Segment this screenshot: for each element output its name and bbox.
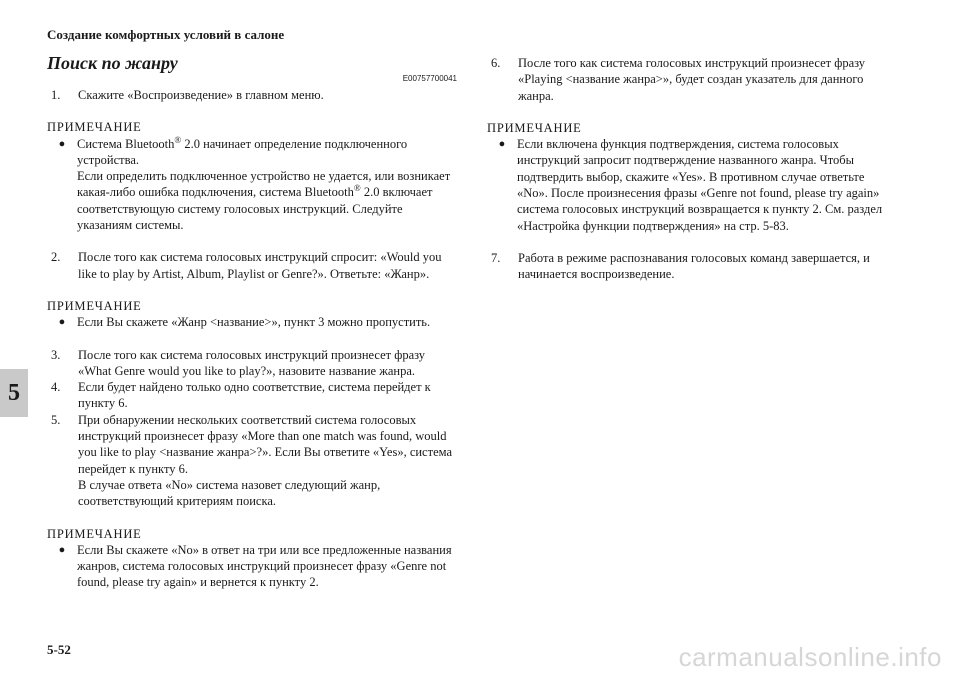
step-text: После того как система голосовых инструкций спросит: «Would you like to play by Artist, Album, Playlist or Genre?». Ответьте: «Жанр». <box>78 250 442 281</box>
step-1 <box>47 87 457 103</box>
note-text: Система Bluetooth® 2.0 начинает определение подключенного устройства. Если определить подключенное устройство не удается, или возникает какая-либо ошибка подключения, система Bluetooth® 2.0 включает соответствующую систему голосовых инструкций. Следуйте указаниям системы. <box>77 134 451 233</box>
step-text: После того как система голосовых инструкций произнесет фразу «What Genre would you like to play?», назовите название жанра. <box>78 347 426 378</box>
document-code: E00757700041 <box>402 74 457 83</box>
step-number: 6. <box>491 56 501 70</box>
bullet-icon: ● <box>58 316 66 329</box>
step-number: 3. <box>51 347 61 362</box>
note-text: Если Вы скажете «Жанр <название>», пункт 3 можно пропустить. <box>77 315 431 330</box>
step-text: Скажите «Воспроизведение» в главном меню. <box>78 88 324 102</box>
running-header: Создание комфортных условий в салоне <box>47 27 285 42</box>
bullet-icon: ● <box>498 138 506 151</box>
step-6 <box>487 55 897 104</box>
note-heading: ПРИМЕЧАНИЕ <box>47 120 142 135</box>
chapter-tab: 5 <box>0 369 28 417</box>
note-item <box>47 136 457 234</box>
registered-mark: ® <box>353 183 361 194</box>
note-text: Если Вы скажете «No» в ответ на три или все предложенные названия жанров, система голосовых инструкций произнесет фразу «Genre not found, please try again» и вернется к пункту 2. <box>77 542 452 590</box>
step-5 <box>47 412 457 510</box>
step-number: 7. <box>491 250 501 265</box>
bullet-icon: ● <box>58 543 66 556</box>
step-4 <box>47 379 457 412</box>
bullet-icon: ● <box>58 137 66 150</box>
page-number: 5-52 <box>47 642 71 657</box>
step-7 <box>487 250 897 283</box>
note-heading: ПРИМЕЧАНИЕ <box>47 298 142 313</box>
step-text: При обнаружении нескольких соответствий система голосовых инструкций произнесет фразу «More than one match was found, would you like to play <название жанра>?». Если Вы ответите «Yes», система перейдет к пункту 6. В случае ответа «No» система назовет следующий жанр, соответствующий критериям поиска. <box>78 412 452 509</box>
step-text: После того как система голосовых инструкций произнесет фразу «Playing <название жанра>», будет создан указатель для данного жанра. <box>518 56 866 103</box>
step-number: 4. <box>51 380 61 395</box>
note-heading: ПРИМЕЧАНИЕ <box>487 120 582 135</box>
step-3 <box>47 347 457 380</box>
step-text: Если будет найдено только одно соответствие, система перейдет к пункту 6. <box>78 380 431 411</box>
note-text: Если включена функция подтверждения, система голосовых инструкций запросит подтверждение названного жанра. Чтобы подтвердить выбор, скажите «Yes». В противном случае ответьте «No». После произнесения фразы «Genre not found, please try again» система голосовых инструкций возвращается к пункту 2. См. раздел «Настройка функции подтверждения» на стр. 5-83. <box>517 137 883 233</box>
watermark: carmanualsonline.info <box>678 642 942 672</box>
step-text: Работа в режиме распознавания голосовых команд завершается, и начинается воспроизведение. <box>518 250 870 282</box>
registered-mark: ® <box>174 134 182 145</box>
note-item <box>487 136 897 234</box>
step-2 <box>47 249 457 282</box>
right-column <box>487 55 897 283</box>
note-item <box>47 542 457 591</box>
step-number: 5. <box>51 412 61 427</box>
step-number: 1. <box>51 88 61 102</box>
step-number: 2. <box>51 250 61 265</box>
note-heading: ПРИМЕЧАНИЕ <box>47 526 142 541</box>
note-item <box>47 314 457 330</box>
left-column <box>47 52 457 591</box>
section-title: Поиск по жанру <box>47 53 178 73</box>
